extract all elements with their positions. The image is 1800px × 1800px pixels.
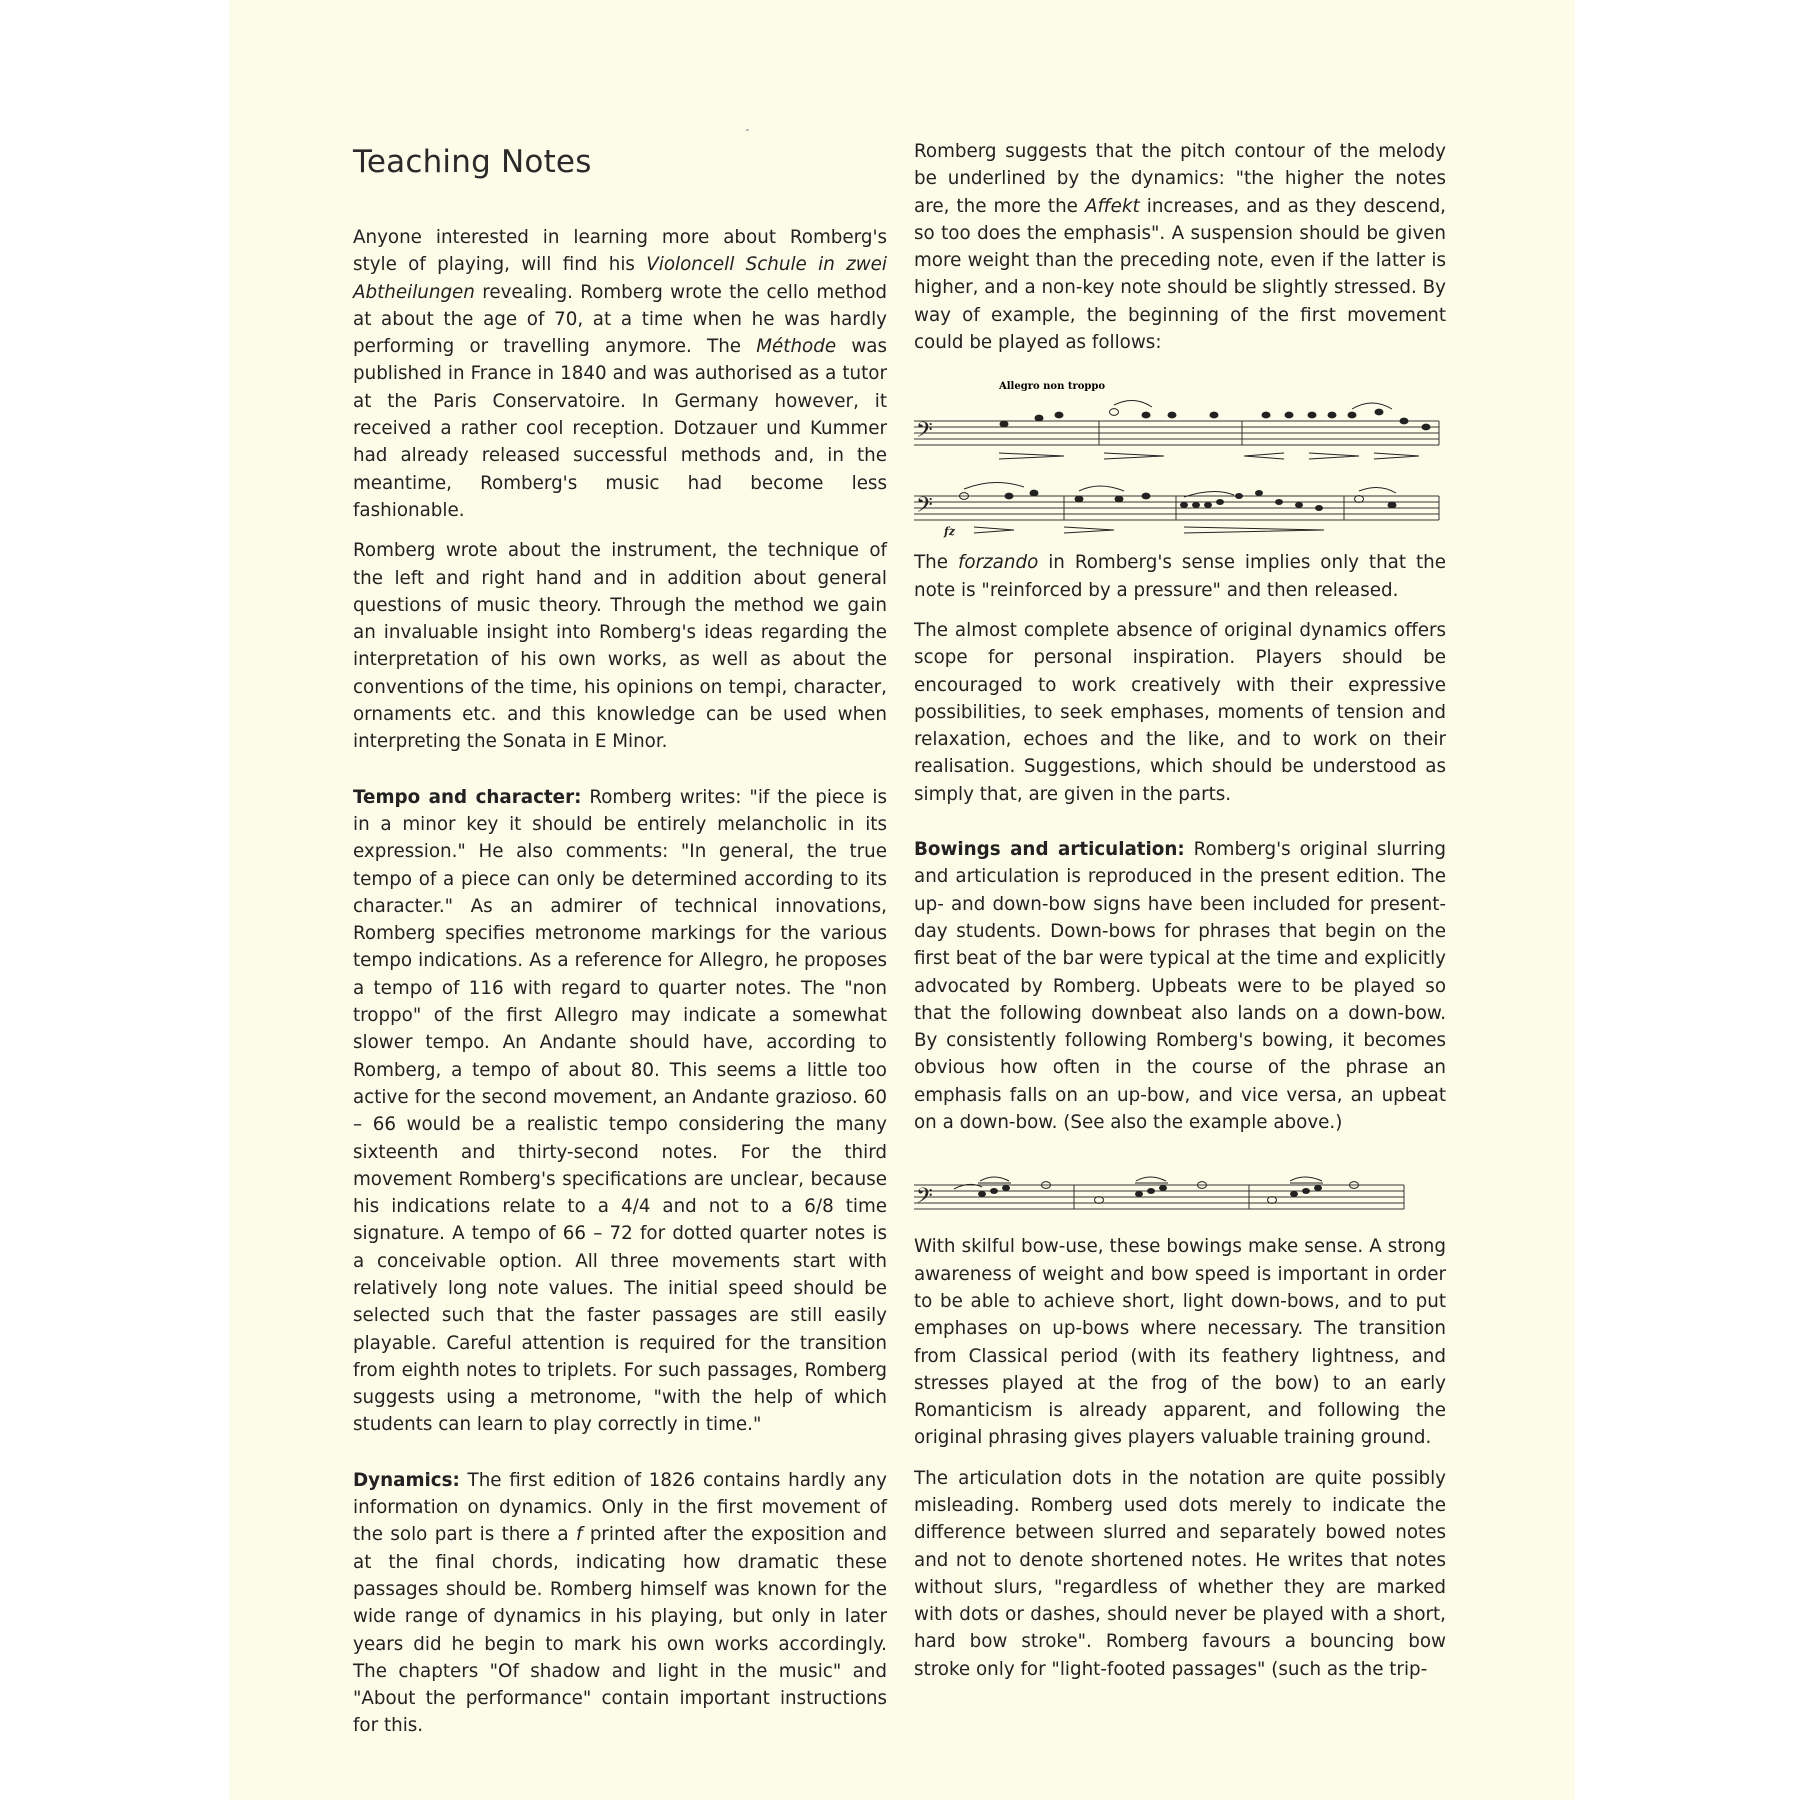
text-run: Romberg writes: "if the piece is in a minor key it should be entirely melancholic in its expression." He also comments: "In general, the true tempo of a piece can only be determined according to its character." As an admirer of technical innovations, Romberg specifies metronome markings for the various tempo indications. As a reference for Allegro, he proposes a tempo of 116 with regard to quarter notes. The "non troppo" of the first Allegro may indicate a somewhat slower tempo. An Andante should have, according to Romberg, a tempo of about 80. This seems a little too active for the second movement, an Andante grazioso. 60 – 66 would be a realistic tempo considering the many sixteenth and thirty-second notes. For the third movement Romberg's specifications are unclear, because his indications relate to a 4/4 and not to a 6/8 time signature. A tempo of 66 – 72 for dotted quarter notes is a conceivable option. All three movements start with relatively long note values. The initial speed should be selected such that the faster passages are still easily playable. Careful attention is required for the transition from eighth notes to triplets. For such passages, Romberg suggests using a metronome, "with the help of which students can learn to play correctly in time." [353,786,887,1436]
book-title: Violoncell Schule in zwei Abtheilungen [353,254,887,303]
speck [746,129,749,131]
bass-clef-icon: 𝄢 [916,1184,933,1215]
dynamics-paragraph [353,1467,887,1740]
page-title: Teaching Notes [353,144,592,180]
svg-text:𝄢: 𝄢 [916,493,933,524]
bow-use-paragraph: With skilful bow-use, these bowings make sense. A strong awareness of weight and bow speed is important in order to be able to achieve short, light down-bows, and to put emphases on up-bows where necessary. The transition from Classical period (with its feathery lightness, and stresses played at the frog of the bow) to an early Romanticism is already apparent, and following the original phrasing gives players valuable training ground. [914,1236,1446,1449]
text-run: Romberg suggests that the pitch contour of the melody be underlined by the dynamics: "the higher the notes are, the more the [914,141,1446,217]
text-run: revealing. Romberg wrote the cello method at about the age of 70, at a time when he was hardly performing or travelling anymore. The [353,281,887,358]
svg-text:𝄢: 𝄢 [916,418,933,449]
text-run: Romberg's original slurring and articulation is reproduced in the present edition. The up- and down-bow signs have been included for present-day students. Down-bows for phrases that begin on the first beat of the bar were typical at the time and explicitly advocated by Romberg. Upbeats were to be played so that the following downbeat also lands on a down-bow. By consistently following Romberg's bowing, it becomes obvious how often in the course of the phrase an emphasis falls on an up-bow, and vice versa, an upbeat on a down-bow. (See also the example above.) [914,839,1447,1134]
dynamic-mark: fz [944,525,955,539]
music-example-1 [914,369,1446,541]
pitch-contour-paragraph [914,138,1446,356]
music-staff-icon [914,369,1446,541]
bowings-heading: Bowings and articulation: [914,839,1185,861]
intro-paragraph [353,224,887,524]
forzando-paragraph [914,549,1446,604]
text-run: Anyone interested in learning more about Romberg's style of playing, will find his [353,227,887,276]
left-column [353,138,887,1753]
methode-title: Méthode [756,336,837,358]
text-run: The [914,552,958,574]
music-staff-icon [914,1149,1446,1225]
text-run: in Romberg's sense implies only that the note is "reinforced by a pressure" and then released. [914,552,1447,601]
forzando-word: forzando [957,552,1039,574]
bass-clef-icon [916,418,933,523]
tempo-marking: Allegro non troppo [999,381,1106,393]
articulation-dots-paragraph: The articulation dots in the notation are quite possibly misleading. Romberg used dots merely to indicate the difference between slurred and separately bowed notes and not to denote shortened notes. He writes that notes without slurs, "regardless of whether they are marked with dots or dashes, should never be played with a short, hard bow stroke". Romberg favours a bouncing bow stroke only for "light-footed passages" (such as the trip- [914,1467,1446,1680]
text-run: The first edition of 1826 contains hardly any information on dynamics. Only in the first movement of the solo part is there a [353,1469,887,1546]
dynamics-heading: Dynamics: [353,1469,460,1491]
text-run: increases, and as they descend, so too does the emphasis". A suspension should be given more weight than the preceding note, even if the latter is higher, and a non-key note should be slightly stressed. By way of example, the beginning of the first movement could be played as follows: [914,195,1446,354]
right-column [914,138,1446,1696]
tempo-heading: Tempo and character: [353,786,582,808]
slurs-and-hairpins [964,401,1419,534]
dynamics-absence-paragraph: The almost complete absence of original dynamics offers scope for personal inspiration. Players should be encouraged to work creatively with their expressive possibilities, to seek emphases, moments of tension and relaxation, echoes and the like, and to work on their realisation. Suggestions, which should be understood as simply that, are given in the parts. [914,619,1446,805]
text-run: was published in France in 1840 and was authorised as a tutor at the Paris Conservatoire. In Germany however, it received a rather cool reception. Dotzauer und Kummer had already released successful methods and, in the meantime, Romberg's music had become less fashionable. [353,336,888,521]
forte-mark: f [575,1524,583,1546]
music-example-2 [914,1149,1446,1225]
tempo-paragraph [353,784,887,1439]
affekt-word: Affekt [1084,195,1140,217]
text-run: printed after the exposition and at the final chords, indicating how dramatic these passages should be. Romberg himself was known for the wide range of dynamics in his playing, but only in later years did he begin to mark his own works accordingly. The chapters "Of shadow and light in the music" and "About the performance" contain important instructions for this. [353,1524,887,1737]
instrument-paragraph: Romberg wrote about the instrument, the technique of the left and right hand and in addition about general questions of music theory. Through the method we gain an invaluable insight into Romberg's ideas regarding the interpretation of his own works, as well as about the conventions of the time, his opinions on tempi, character, ornaments etc. and this knowledge can be used when interpreting the Sonata in E Minor. [353,540,887,753]
bowings-paragraph [914,836,1446,1136]
